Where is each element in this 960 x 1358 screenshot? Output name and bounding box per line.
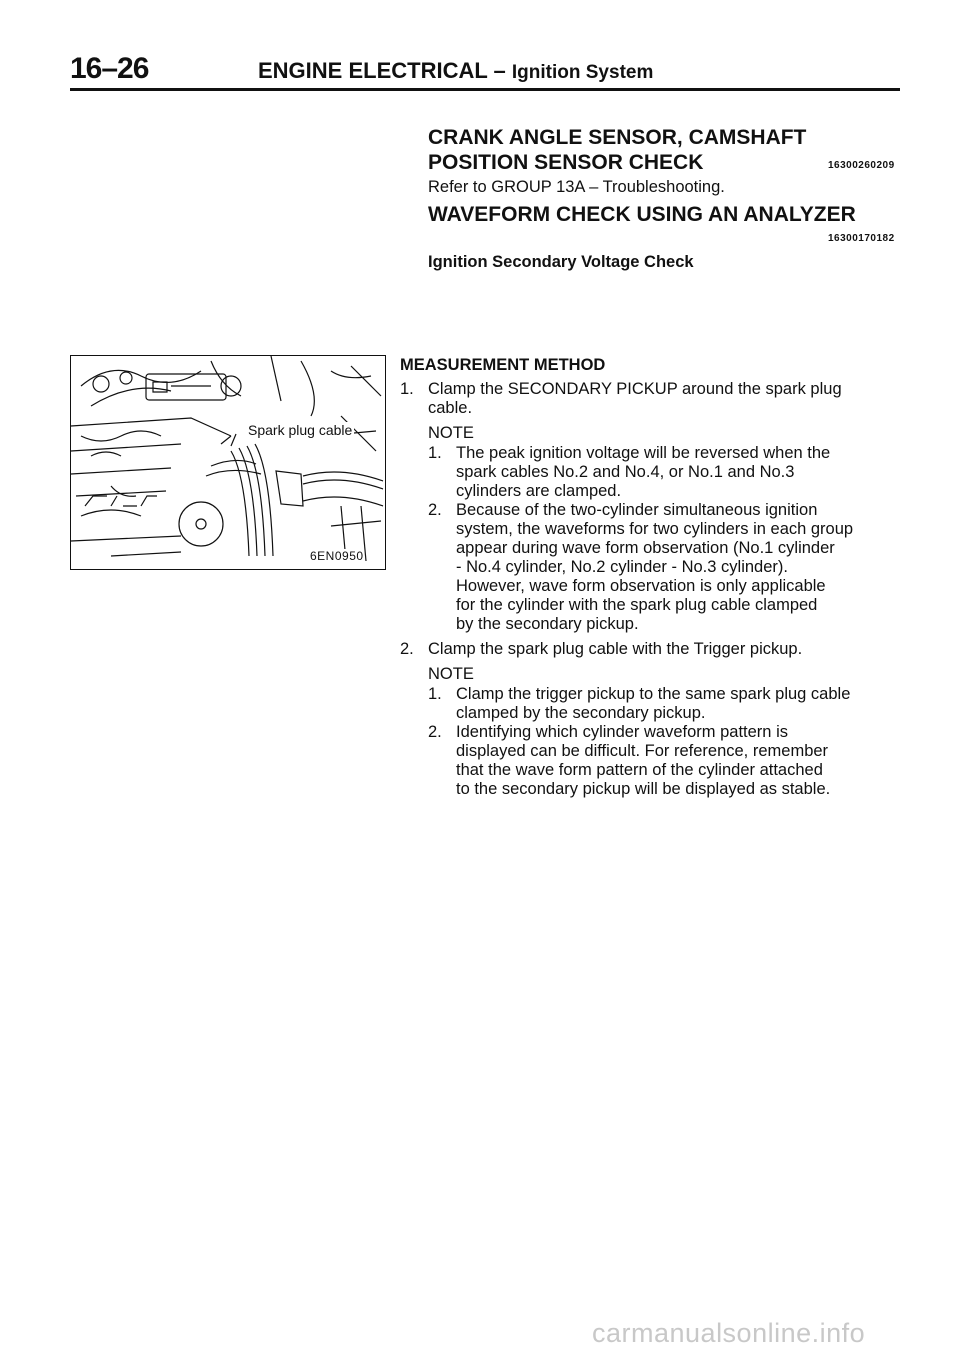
header-title [258,58,653,84]
step2-note-label: NOTE [428,665,474,683]
step2-note2-line: displayed can be difficult. For reference, remember [456,742,829,760]
waveform-subtitle: Ignition Secondary Voltage Check [428,253,694,271]
crank-text: Refer to GROUP 13A – Troubleshooting. [428,178,725,196]
step1-note2-line: by the secondary pickup. [456,615,639,633]
step2-note2-line: that the wave form pattern of the cylinder attached [456,761,823,779]
step1-number: 1. [400,380,414,398]
crank-title-line2: POSITION SENSOR CHECK [428,151,704,174]
page-number: 16–26 [70,52,149,85]
engine-illustration [71,356,385,569]
step1-note1-line: spark cables No.2 and No.4, or No.1 and No.3 [456,463,795,481]
step1-note2-line: appear during wave form observation (No.1 cylinder [456,539,835,557]
step1-note2-line: Because of the two-cylinder simultaneous ignition [456,501,818,519]
step1-line1: Clamp the SECONDARY PICKUP around the spark plug [428,380,842,398]
step1-note2-line: However, wave form observation is only applicable [456,577,826,595]
header-rule [70,88,900,91]
step1-note1 [456,444,900,501]
engine-figure [70,355,386,570]
step2-note2 [456,723,900,799]
step2-note2-number: 2. [428,723,442,741]
step1-note1-number: 1. [428,444,442,462]
header-title-main: ENGINE ELECTRICAL [258,58,488,83]
step2-note1 [456,685,900,723]
step2-line1: Clamp the spark plug cable with the Trigger pickup. [428,640,803,658]
crank-title-line1: CRANK ANGLE SENSOR, CAMSHAFT [428,126,807,149]
step2-note1-line: clamped by the secondary pickup. [456,704,706,722]
figure-code: 6EN0950 [310,549,364,563]
watermark: carmanualsonline.info [592,1318,866,1348]
header-separator: – [493,58,506,83]
step1-note2-line: system, the waveforms for two cylinders in each group [456,520,854,538]
step1-line2: cable. [428,399,473,417]
figure-label: Spark plug cable [248,422,353,438]
waveform-title: WAVEFORM CHECK USING AN ANALYZER [428,203,856,226]
crank-code: 16300260209 [828,160,895,171]
step1-note-label: NOTE [428,424,474,442]
step2-note2-line: Identifying which cylinder waveform pattern is [456,723,788,741]
step2-number: 2. [400,640,414,658]
waveform-code: 16300170182 [828,233,895,244]
step2-note1-line: Clamp the trigger pickup to the same spark plug cable [456,685,851,703]
step2-note2-line: to the secondary pickup will be displayed as stable. [456,780,831,798]
step2-note1-number: 1. [428,685,442,703]
step1-note1-line: cylinders are clamped. [456,482,622,500]
step1-note2 [456,501,900,634]
header-subtitle: Ignition System [511,62,654,83]
step1-note2-line: - No.4 cylinder, No.2 cylinder - No.3 cylinder). [456,558,788,576]
method-title: MEASUREMENT METHOD [400,356,606,374]
step1-note2-line: for the cylinder with the spark plug cable clamped [456,596,818,614]
step1-note1-line: The peak ignition voltage will be reversed when the [456,444,831,462]
step1-note2-number: 2. [428,501,442,519]
